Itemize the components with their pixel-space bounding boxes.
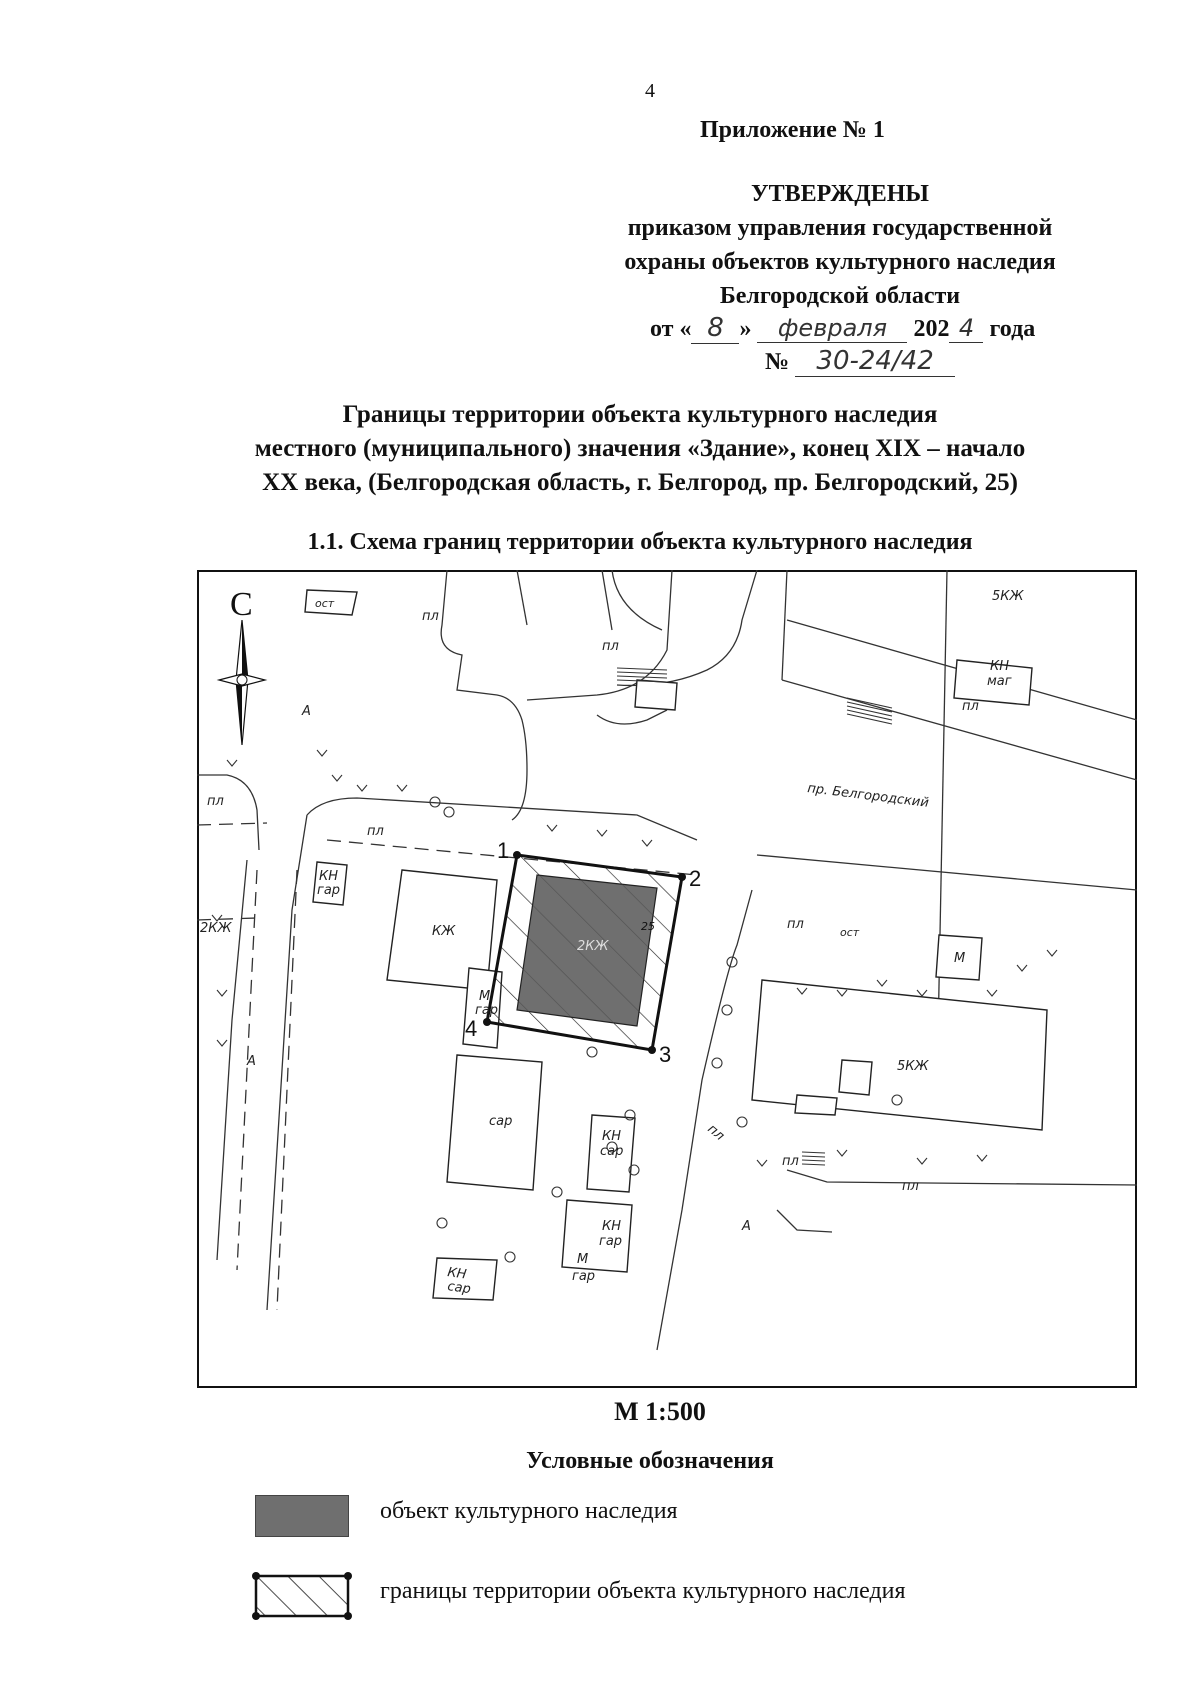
label-gar-4: гар (572, 1269, 596, 1284)
date-day: 8 (691, 313, 739, 344)
scheme-heading: 1.1. Схема границ территории объекта культурного наследия (307, 529, 973, 555)
approval-date (650, 313, 1035, 344)
label-5kzh-top: 5КЖ (992, 589, 1024, 604)
label-a-1: А (302, 704, 311, 719)
label-pl-4: пл (207, 794, 224, 809)
legend-swatch-boundary (250, 1570, 354, 1622)
point-3-marker (648, 1046, 656, 1054)
label-pl-3: пл (962, 699, 979, 714)
number-prefix: № (765, 349, 790, 375)
label-sar-2: сар (600, 1144, 624, 1159)
label-5kzh-right: 5КЖ (897, 1059, 929, 1074)
boundary-scheme-map (197, 570, 1137, 1388)
label-mag: маг (987, 674, 1012, 689)
label-gar-1: гар (317, 883, 341, 898)
appendix-label: Приложение № 1 (700, 117, 885, 143)
label-kn-gar-2: КН (602, 1219, 622, 1234)
approval-line-2: охраны объектов культурного наследия (624, 249, 1056, 275)
point-4-label: 4 (465, 1016, 478, 1041)
label-gar-3: гар (599, 1234, 623, 1249)
legend-swatch-heritage (255, 1495, 349, 1537)
legend-title: Условные обозначения (526, 1448, 774, 1474)
point-1-label: 1 (497, 838, 510, 863)
label-m-2: М (577, 1252, 589, 1267)
date-month: февраля (757, 314, 907, 343)
approval-line-1: приказом управления государственной (627, 215, 1053, 241)
date-year-digit: 4 (949, 314, 983, 343)
label-ost-top: ост (315, 597, 335, 610)
label-ost-right: ост (840, 926, 860, 939)
label-pl-6: пл (787, 917, 804, 932)
point-3-label: 3 (659, 1042, 672, 1067)
heading-line-3: XX века, (Белгородская область, г. Белгород, пр. Белгородский, 25) (262, 469, 1018, 496)
label-kn-sar: КН (602, 1129, 622, 1144)
approval-number (765, 346, 955, 377)
label-a-3: А (742, 1219, 751, 1234)
label-2kzh-left: 2КЖ (200, 921, 232, 936)
label-pl-5: пл (367, 824, 384, 839)
label-m-1: М (479, 989, 491, 1004)
label-kn-gar: КН (319, 869, 339, 884)
label-height-25: 25 (641, 920, 655, 933)
label-kzh: КЖ (432, 924, 456, 939)
approval-line-3: Белгородской области (719, 283, 961, 309)
label-a-2: А (247, 1054, 256, 1069)
legend-label-boundary: границы территории объекта культурного наследия (380, 1578, 906, 1604)
point-2-marker (678, 873, 686, 881)
document-heading (180, 398, 1100, 500)
label-sar-3: сар (446, 1279, 472, 1298)
label-gar-2: гар (475, 1003, 499, 1018)
point-4-marker (483, 1018, 491, 1026)
heading-line-2: местного (муниципального) значения «Здание», конец XIX – начало (254, 435, 1026, 462)
label-kn-sar-2: КН (446, 1265, 468, 1283)
number-value: 30-24/42 (795, 346, 955, 377)
label-kn-shop: КН (990, 659, 1010, 674)
page-number: 4 (645, 80, 655, 102)
date-suffix: года (989, 316, 1036, 342)
label-pl-9: пл (902, 1179, 919, 1194)
label-pl-2: пл (602, 639, 619, 654)
date-prefix: от « (650, 316, 692, 342)
date-mid: » (739, 316, 752, 342)
point-1-marker (513, 851, 521, 859)
label-sar-1: сар (489, 1114, 513, 1129)
label-m-right: М (954, 951, 966, 966)
label-pl-8: пл (782, 1154, 799, 1169)
label-pl-1: пл (422, 609, 439, 624)
date-year-prefix: 202 (913, 316, 950, 342)
approval-title: УТВЕРЖДЕНЫ (751, 181, 929, 207)
legend-label-heritage: объект культурного наследия (380, 1498, 678, 1524)
map-scale: М 1:500 (614, 1397, 706, 1426)
heading-line-1: Границы территории объекта культурного наследия (342, 401, 938, 428)
north-label: С (230, 586, 253, 623)
label-pl-7: пл (704, 1121, 727, 1144)
point-2-label: 2 (689, 866, 702, 891)
label-street: пр. Белгородский (806, 781, 930, 811)
label-2kzh-object: 2КЖ (577, 939, 609, 954)
